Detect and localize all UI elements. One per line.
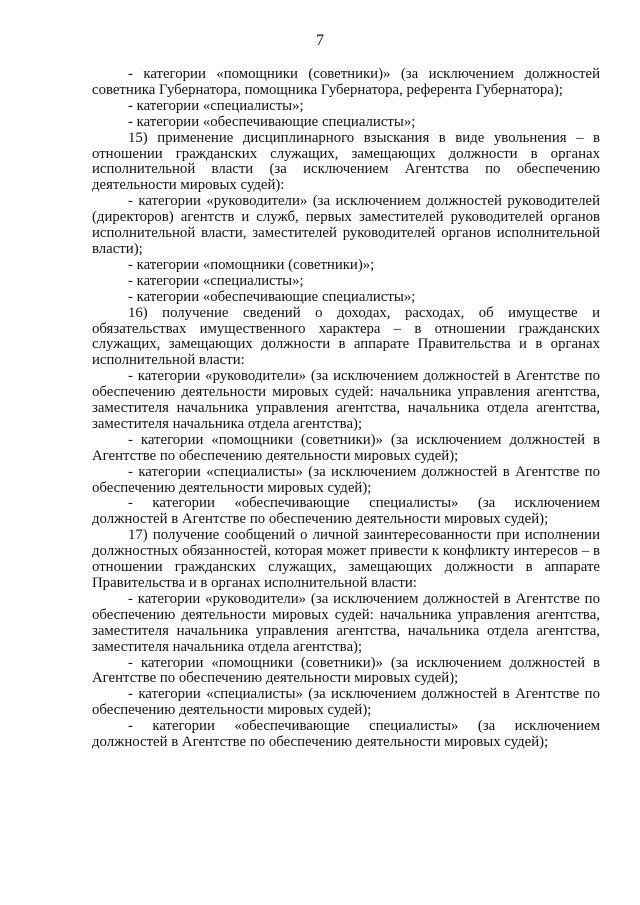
paragraph: - категории «помощники (советники)» (за исключением должностей советника Губернатора, помощника Губернатора, референта Губернатора);: [92, 66, 600, 98]
paragraph: - категории «обеспечивающие специалисты» (за исключением должностей в Агентстве по обеспечению деятельности мировых судей);: [92, 718, 600, 751]
paragraph: - категории «специалисты»;: [128, 272, 304, 289]
paragraph: - категории «помощники (советники)» (за исключением должностей в Агентстве по обеспечению деятельности мировых судей);: [92, 431, 600, 464]
paragraph: - категории «руководители» (за исключением должностей в Агентстве по обеспечению деятельности мировых судей: начальника управления агентства, заместителя начальника управления агентства, начальника отдела агентства, заместителя начальника отдела агентства);: [92, 590, 600, 655]
paragraph: - категории «обеспечивающие специалисты» (за исключением должностей в Агентстве по обеспечению деятельности мировых судей);: [92, 495, 600, 528]
paragraph: 16) получение сведений о доходах, расходах, об имуществе и обязательствах имущественного характера – в отношении гражданских служащих, замещающих должности в аппарате Правительства и в органах исполнительной власти:: [92, 304, 600, 369]
paragraph: - категории «обеспечивающие специалисты»;: [128, 288, 416, 305]
paragraph: - категории «специалисты»;: [128, 97, 304, 114]
paragraph: - категории «специалисты» (за исключением должностей в Агентстве по обеспечению деятельности мировых судей);: [92, 686, 600, 719]
paragraph: - категории «помощники (советники)» (за исключением должностей в Агентстве по обеспечению деятельности мировых судей);: [92, 654, 600, 687]
paragraph: - категории «обеспечивающие специалисты»;: [128, 113, 416, 130]
paragraph: - категории «руководители» (за исключением должностей в Агентстве по обеспечению деятельности мировых судей: начальника управления агентства, заместителя начальника управления агентства, начальника отдела агентства, заместителя начальника отдела агентства);: [92, 368, 600, 432]
paragraph: 15) применение дисциплинарного взыскания в виде увольнения – в отношении гражданских служащих, замещающих должности в органах исполнительной власти (за исключением Агентства по обеспечению деятельности мировых судей):: [92, 129, 600, 194]
paragraph: - категории «специалисты» (за исключением должностей в Агентстве по обеспечению деятельности мировых судей);: [92, 463, 600, 496]
paragraph: - категории «руководители» (за исключением должностей руководителей (директоров) агентств и служб, первых заместителей руководителей органов исполнительной власти, заместителей руководителей органов исполнительной власти);: [92, 193, 600, 257]
paragraph: 17) получение сообщений о личной заинтересованности при исполнении должностных обязанностей, которая может привести к конфликту интересов – в отношении гражданских служащих, замещающих должности в аппарате Правительства и в органах исполнительной власти:: [92, 527, 600, 591]
page-number: 7: [316, 32, 324, 49]
paragraph: - категории «помощники (советники)»;: [128, 256, 375, 273]
document-body: [92, 67, 600, 751]
